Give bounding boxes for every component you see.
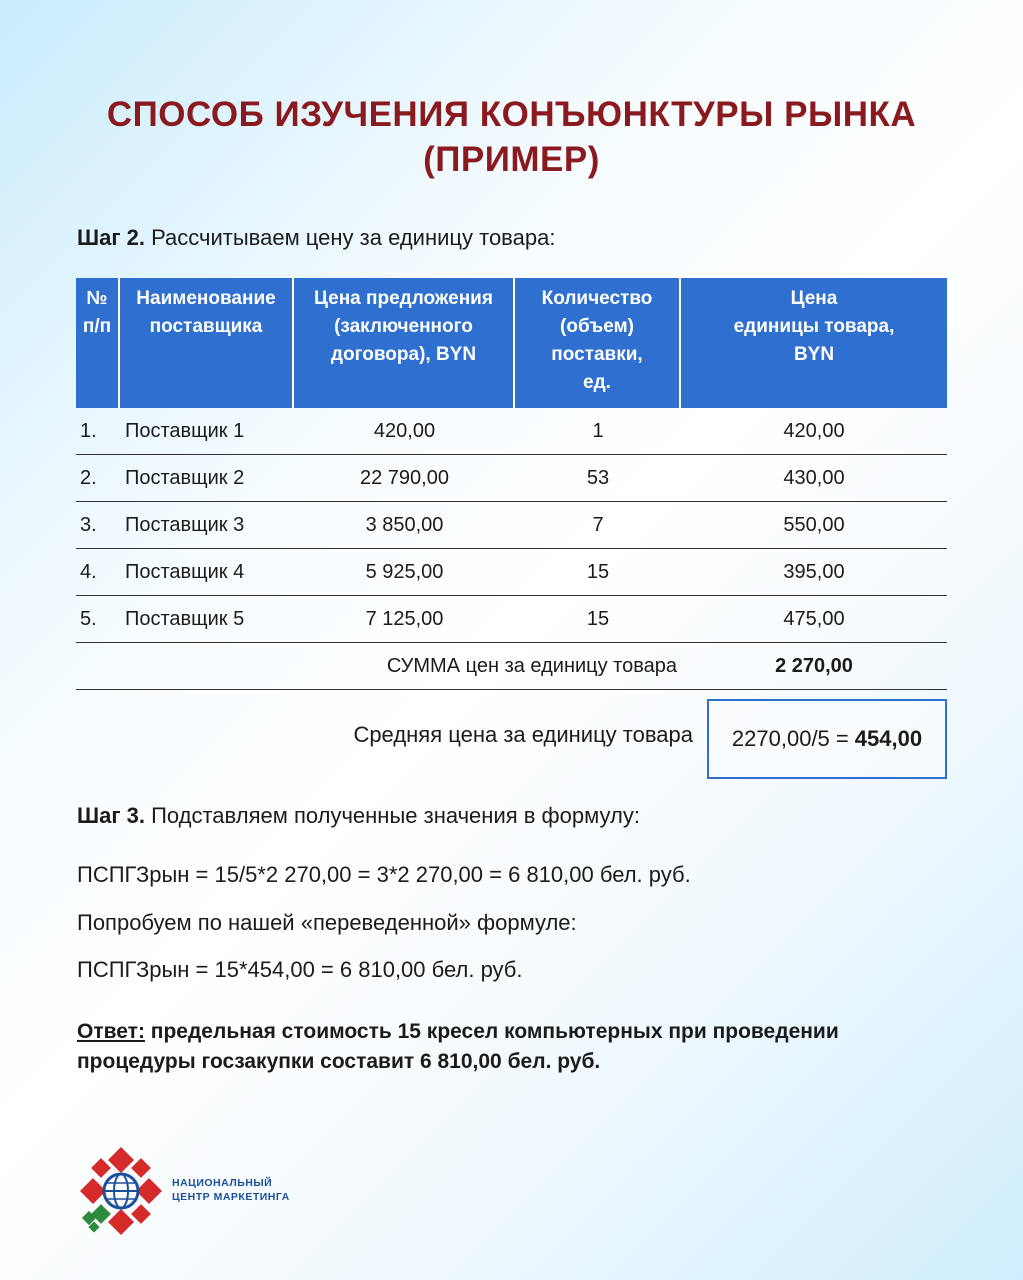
- answer-label: Ответ:: [77, 1020, 145, 1043]
- header-quantity-line: ед.: [583, 372, 611, 393]
- cell-num: 4.: [80, 560, 97, 583]
- cell-num: 5.: [80, 607, 97, 630]
- header-num: [76, 278, 120, 408]
- header-quantity: [515, 278, 681, 408]
- header-unit-price-line: BYN: [793, 344, 835, 365]
- header-num-line: №: [86, 288, 108, 309]
- header-offer-price-line: (заключенного: [334, 316, 473, 337]
- cell-quantity: 15: [586, 607, 610, 630]
- cell-supplier: Поставщик 1: [125, 419, 245, 442]
- cell-unit-price: 550,00: [783, 513, 845, 536]
- price-table: [76, 278, 947, 690]
- cell-unit-price: 420,00: [783, 419, 845, 442]
- table-row: [76, 596, 947, 643]
- sum-row: [76, 643, 947, 690]
- sum-label: СУММА цен за единицу товара: [386, 654, 677, 677]
- logo-text-line-1: НАЦИОНАЛЬНЫЙ: [172, 1177, 273, 1189]
- header-offer-price-line: договора), BYN: [330, 344, 477, 365]
- formula-line-2: ПСПГЗрын = 15*454,00 = 6 810,00 бел. руб.: [77, 957, 523, 982]
- cell-offer-price: 5 925,00: [365, 560, 444, 583]
- step-3-heading: [77, 803, 640, 829]
- table-row: [76, 502, 947, 549]
- logo-text-line-2: ЦЕНТР МАРКЕТИНГА: [172, 1191, 290, 1203]
- cell-offer-price: 3 850,00: [365, 513, 444, 536]
- average-box: [707, 699, 947, 779]
- answer: [77, 1017, 947, 1077]
- page-title: [40, 92, 983, 182]
- header-quantity-line: (объем): [560, 316, 634, 337]
- average-label: Средняя цена за единицу товара: [353, 722, 693, 747]
- logo-text: [172, 1176, 290, 1204]
- header-quantity-line: поставки,: [551, 344, 643, 365]
- step-2-text: Рассчитываем цену за единицу товара:: [144, 225, 556, 250]
- average-formula: 2270,00/5 =: [731, 726, 849, 751]
- header-unit-price: [681, 278, 947, 408]
- cell-offer-price: 22 790,00: [360, 466, 449, 489]
- formula-line-1: ПСПГЗрын = 15/5*2 270,00 = 3*2 270,00 = 6 810,00 бел. руб.: [77, 862, 691, 887]
- header-unit-price-line: единицы товара,: [733, 316, 895, 337]
- cell-supplier: Поставщик 2: [125, 466, 245, 489]
- try-text: Попробуем по нашей «переведенной» формуле:: [77, 910, 577, 935]
- cell-num: 2.: [80, 466, 97, 489]
- cell-supplier: Поставщик 5: [125, 607, 245, 630]
- header-supplier-line: Наименование: [136, 288, 276, 309]
- ncm-logo-icon: [76, 1143, 166, 1239]
- step-2-label: Шаг 2.: [77, 225, 145, 250]
- cell-num: 3.: [80, 513, 97, 536]
- title-line-2: (ПРИМЕР): [423, 140, 600, 179]
- table-row: [76, 408, 947, 455]
- table-header: [76, 278, 947, 408]
- header-offer-price: [294, 278, 515, 408]
- cell-quantity: 1: [592, 419, 604, 442]
- cell-supplier: Поставщик 3: [125, 513, 245, 536]
- header-supplier-line: поставщика: [149, 316, 263, 337]
- cell-quantity: 53: [586, 466, 610, 489]
- table-row: [76, 549, 947, 596]
- answer-text: предельная стоимость 15 кресел компьютерных при проведении процедуры госзакупки составит 6 810,00 бел. руб.: [77, 1020, 839, 1073]
- cell-quantity: 15: [586, 560, 610, 583]
- sum-value: 2 270,00: [775, 654, 853, 677]
- cell-unit-price: 395,00: [783, 560, 845, 583]
- average-result: 454,00: [854, 726, 923, 751]
- cell-supplier: Поставщик 4: [125, 560, 245, 583]
- header-unit-price-line: Цена: [790, 288, 838, 309]
- cell-offer-price: 420,00: [373, 419, 436, 442]
- cell-offer-price: 7 125,00: [365, 607, 444, 630]
- header-offer-price-line: Цена предложения: [314, 288, 493, 309]
- step-3-label: Шаг 3.: [77, 803, 145, 828]
- header-supplier: [120, 278, 294, 408]
- step-3-text: Подставляем полученные значения в формулу:: [144, 803, 640, 828]
- table-row: [76, 455, 947, 502]
- cell-quantity: 7: [592, 513, 604, 536]
- cell-num: 1.: [80, 419, 97, 442]
- title-line-1: СПОСОБ ИЗУЧЕНИЯ КОНЪЮНКТУРЫ РЫНКА: [106, 95, 917, 134]
- step-2-heading: [77, 225, 555, 251]
- header-num-line: п/п: [82, 316, 112, 337]
- header-quantity-line: Количество: [541, 288, 653, 309]
- cell-unit-price: 475,00: [783, 607, 845, 630]
- cell-unit-price: 430,00: [783, 466, 845, 489]
